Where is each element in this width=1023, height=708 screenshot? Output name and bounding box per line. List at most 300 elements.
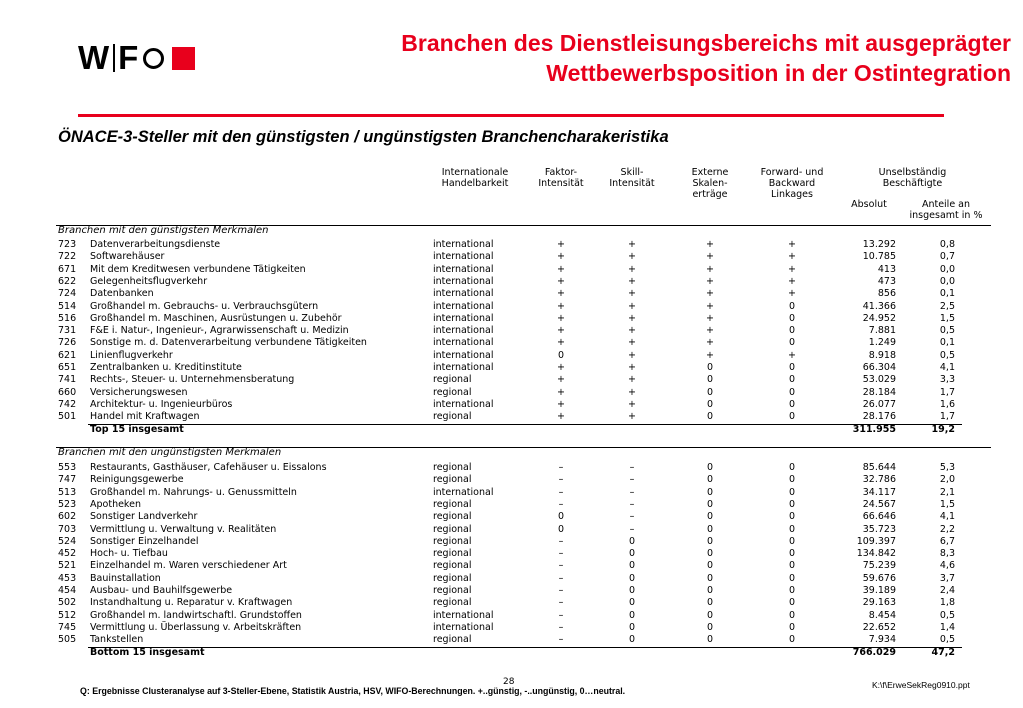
cell-ant: 8,3 (939, 548, 955, 560)
title-line-2: Wettbewerbsposition in der Ostintegration (546, 60, 1011, 86)
cell-s: + (628, 325, 636, 337)
cell-e: 0 (706, 486, 714, 498)
cell-ant: 0,1 (939, 288, 955, 300)
logo-letter-w: W (78, 39, 111, 76)
cell-name: Zentralbanken u. Kreditinstitute (90, 362, 242, 373)
table-row (0, 511, 1023, 523)
cell-f: + (557, 275, 565, 287)
cell-code: 516 (58, 312, 77, 324)
cell-name: Sonstiger Einzelhandel (90, 535, 199, 547)
cell-s: 0 (628, 572, 636, 584)
cell-intl: regional (433, 585, 472, 596)
total-row (0, 647, 1023, 659)
cell-intl: international (433, 239, 494, 250)
page-number: 28 (503, 677, 515, 687)
cell-s: – (629, 486, 635, 498)
cell-intl: international (433, 486, 494, 498)
cell-name: Mit dem Kreditwesen verbundene Tätigkeiten (90, 263, 306, 275)
cell-intl: international (433, 362, 494, 373)
cell-e: + (706, 275, 714, 287)
table-row (0, 610, 1023, 622)
cell-e: 0 (706, 621, 714, 633)
cell-abs: 7.934 (868, 634, 896, 646)
cell-abs: 22.652 (862, 621, 896, 633)
total-abs: 766.029 (852, 646, 896, 658)
cell-f: – (558, 535, 564, 547)
cell-intl: international (433, 312, 494, 324)
cell-intl: international (433, 398, 494, 410)
cell-s: + (628, 263, 636, 275)
header-anteile: Anteile an insgesamt in % (909, 199, 983, 221)
cell-e: 0 (706, 523, 714, 535)
cell-l: 0 (788, 300, 796, 312)
table-row (0, 597, 1023, 609)
logo-circle-icon (143, 48, 164, 69)
cell-f: – (558, 634, 564, 646)
cell-ant: 1,4 (939, 621, 955, 633)
cell-code: 671 (58, 263, 77, 275)
cell-ant: 0,8 (939, 239, 955, 250)
cell-abs: 24.567 (862, 498, 896, 510)
cell-name: Gelegenheitsflugverkehr (90, 275, 208, 287)
cell-intl: international (433, 609, 494, 621)
wifo-logo (78, 40, 195, 76)
cell-l: 0 (788, 585, 796, 596)
cell-intl: regional (433, 548, 472, 560)
section-top-label: Branchen mit den günstigsten Merkmalen (58, 225, 269, 236)
total-ant: 47,2 (931, 646, 955, 658)
cell-intl: regional (433, 411, 472, 423)
cell-e: 0 (706, 398, 714, 410)
cell-intl: international (433, 251, 494, 263)
cell-f: + (557, 398, 565, 410)
cell-f: – (558, 474, 564, 486)
cell-code: 512 (58, 609, 77, 621)
cell-e: + (706, 288, 714, 300)
cell-l: + (788, 349, 796, 361)
header-absolut: Absolut (851, 199, 887, 210)
cell-intl: international (433, 263, 494, 275)
cell-intl: regional (433, 634, 472, 646)
cell-name: Vermittlung u. Verwaltung v. Realitäten (90, 523, 277, 535)
cell-code: 521 (58, 560, 77, 572)
table-row (0, 548, 1023, 560)
cell-f: – (558, 498, 564, 510)
cell-code: 621 (58, 349, 77, 361)
logo-letter-f: F (118, 39, 140, 76)
cell-ant: 3,3 (939, 374, 955, 386)
cell-code: 726 (58, 337, 77, 349)
cell-code: 731 (58, 325, 77, 337)
cell-code: 454 (58, 585, 77, 596)
cell-name: Großhandel m. Nahrungs- u. Genussmitteln (90, 486, 297, 498)
cell-code: 723 (58, 239, 77, 250)
total-abs: 311.955 (852, 423, 896, 435)
cell-name: Reinigungsgewerbe (90, 474, 184, 486)
cell-l: 0 (788, 634, 796, 646)
table-row (0, 474, 1023, 486)
cell-l: + (788, 275, 796, 287)
cell-f: – (558, 609, 564, 621)
cell-l: 0 (788, 362, 796, 373)
cell-ant: 2,4 (939, 585, 955, 596)
cell-s: 0 (628, 535, 636, 547)
table-row (0, 264, 1023, 276)
cell-e: + (706, 337, 714, 349)
cell-name: Datenbanken (90, 288, 154, 300)
source-footnote: Q: Ergebnisse Clusteranalyse auf 3-Steller-Ebene, Statistik Austria, HSV, WIFO-Berechnungen. +..günstig, -..ungünstig, 0…neutral. (80, 686, 626, 696)
cell-f: + (557, 263, 565, 275)
cell-l: 0 (788, 572, 796, 584)
cell-abs: 32.786 (862, 474, 896, 486)
cell-ant: 1,7 (939, 386, 955, 398)
cell-name: Vermittlung u. Überlassung v. Arbeitskräften (90, 621, 302, 633)
cell-e: 0 (706, 374, 714, 386)
cell-code: 513 (58, 486, 77, 498)
table-row (0, 387, 1023, 399)
total-ant: 19,2 (931, 423, 955, 435)
cell-l: 0 (788, 621, 796, 633)
cell-abs: 473 (877, 275, 896, 287)
cell-name: Instandhaltung u. Reparatur v. Kraftwagen (90, 597, 293, 609)
cell-l: + (788, 239, 796, 250)
cell-s: – (629, 498, 635, 510)
table-row (0, 524, 1023, 536)
cell-e: 0 (706, 634, 714, 646)
table-row (0, 301, 1023, 313)
cell-l: 0 (788, 609, 796, 621)
cell-e: 0 (706, 462, 714, 473)
cell-code: 453 (58, 572, 77, 584)
cell-l: 0 (788, 337, 796, 349)
cell-s: 0 (628, 621, 636, 633)
cell-l: 0 (788, 511, 796, 523)
cell-e: 0 (706, 572, 714, 584)
cell-ant: 0,5 (939, 634, 955, 646)
cell-abs: 413 (877, 263, 896, 275)
cell-name: Großhandel m. Gebrauchs- u. Verbrauchsgütern (90, 300, 319, 312)
cell-e: 0 (706, 511, 714, 523)
cell-ant: 4,1 (939, 511, 955, 523)
cell-code: 742 (58, 398, 77, 410)
cell-intl: regional (433, 535, 472, 547)
table-row (0, 337, 1023, 349)
cell-abs: 85.644 (862, 462, 896, 473)
cell-name: Großhandel m. Maschinen, Ausrüstungen u. Zubehör (90, 312, 342, 324)
cell-name: Sonstiger Landverkehr (90, 511, 198, 523)
cell-l: 0 (788, 312, 796, 324)
cell-ant: 0,7 (939, 251, 955, 263)
cell-s: 0 (628, 560, 636, 572)
cell-abs: 29.163 (862, 597, 896, 609)
cell-code: 524 (58, 535, 77, 547)
cell-code: 651 (58, 362, 77, 373)
cell-code: 523 (58, 498, 77, 510)
table-row (0, 374, 1023, 386)
cell-code: 502 (58, 597, 77, 609)
cell-e: + (706, 325, 714, 337)
cell-abs: 59.676 (862, 572, 896, 584)
cell-l: + (788, 263, 796, 275)
cell-name: Ausbau- und Bauhilfsgewerbe (90, 585, 233, 596)
cell-l: 0 (788, 325, 796, 337)
cell-name: Apotheken (90, 498, 141, 510)
cell-e: + (706, 263, 714, 275)
cell-ant: 0,0 (939, 263, 955, 275)
cell-name: Bauinstallation (90, 572, 161, 584)
cell-e: 0 (706, 362, 714, 373)
total-label: Top 15 insgesamt (90, 423, 184, 435)
cell-ant: 0,5 (939, 349, 955, 361)
cell-e: + (706, 251, 714, 263)
cell-ant: 5,3 (939, 462, 955, 473)
cell-f: + (557, 325, 565, 337)
cell-ant: 2,0 (939, 474, 955, 486)
cell-abs: 66.304 (862, 362, 896, 373)
cell-code: 747 (58, 474, 77, 486)
table-row (0, 560, 1023, 572)
table-row (0, 462, 1023, 474)
slide-title (251, 28, 1011, 88)
header-linkages: Forward- und Backward Linkages (760, 167, 824, 200)
cell-e: 0 (706, 386, 714, 398)
cell-f: + (557, 300, 565, 312)
cell-name: Einzelhandel m. Waren verschiedener Art (90, 560, 287, 572)
header-unselbstaendig: Unselbständig Beschäftigte (878, 167, 947, 189)
cell-abs: 8.454 (868, 609, 896, 621)
cell-intl: regional (433, 474, 472, 486)
cell-s: 0 (628, 597, 636, 609)
cell-e: 0 (706, 498, 714, 510)
cell-code: 722 (58, 251, 77, 263)
cell-abs: 53.029 (862, 374, 896, 386)
cell-l: 0 (788, 597, 796, 609)
cell-l: 0 (788, 474, 796, 486)
cell-intl: regional (433, 386, 472, 398)
cell-f: – (558, 585, 564, 596)
cell-ant: 2,5 (939, 300, 955, 312)
cell-f: + (557, 239, 565, 250)
cell-abs: 28.176 (862, 411, 896, 423)
cell-s: – (629, 523, 635, 535)
cell-code: 745 (58, 621, 77, 633)
cell-s: + (628, 300, 636, 312)
cell-e: 0 (706, 411, 714, 423)
cell-code: 622 (58, 275, 77, 287)
cell-s: 0 (628, 548, 636, 560)
cell-e: + (706, 312, 714, 324)
cell-e: 0 (706, 560, 714, 572)
cell-abs: 28.184 (862, 386, 896, 398)
cell-abs: 109.397 (856, 535, 896, 547)
cell-f: – (558, 597, 564, 609)
table-row (0, 325, 1023, 337)
cell-l: 0 (788, 548, 796, 560)
total-label: Bottom 15 insgesamt (90, 646, 205, 658)
cell-s: 0 (628, 634, 636, 646)
cell-name: Restaurants, Gasthäuser, Cafehäuser u. Eissalons (90, 462, 327, 473)
cell-ant: 0,1 (939, 337, 955, 349)
cell-abs: 34.117 (862, 486, 896, 498)
cell-intl: regional (433, 597, 472, 609)
header-faktor: Faktor- Intensität (538, 167, 584, 189)
cell-abs: 13.292 (862, 239, 896, 250)
cell-code: 514 (58, 300, 77, 312)
table-row (0, 399, 1023, 411)
cell-ant: 0,5 (939, 325, 955, 337)
cell-ant: 2,2 (939, 523, 955, 535)
cell-intl: regional (433, 523, 472, 535)
cell-f: – (558, 548, 564, 560)
cell-l: 0 (788, 374, 796, 386)
cell-abs: 35.723 (862, 523, 896, 535)
table-row (0, 362, 1023, 374)
cell-s: + (628, 374, 636, 386)
table-row (0, 251, 1023, 263)
cell-s: + (628, 398, 636, 410)
cell-code: 741 (58, 374, 77, 386)
cell-f: – (558, 572, 564, 584)
table-row (0, 573, 1023, 585)
title-line-1: Branchen des Dienstleisungsbereichs mit ausgeprägter (401, 30, 1011, 56)
cell-code: 553 (58, 462, 77, 473)
cell-s: + (628, 251, 636, 263)
table-row (0, 276, 1023, 288)
cell-ant: 4,6 (939, 560, 955, 572)
cell-name: Architektur- u. Ingenieurbüros (90, 398, 233, 410)
cell-intl: regional (433, 560, 472, 572)
cell-s: + (628, 337, 636, 349)
logo-square-icon (172, 47, 195, 70)
cell-abs: 39.189 (862, 585, 896, 596)
cell-e: 0 (706, 548, 714, 560)
table-row (0, 350, 1023, 362)
table-row (0, 487, 1023, 499)
cell-ant: 1,7 (939, 411, 955, 423)
cell-f: – (558, 462, 564, 473)
cell-intl: regional (433, 374, 472, 386)
cell-s: + (628, 288, 636, 300)
cell-code: 660 (58, 386, 77, 398)
cell-f: + (557, 337, 565, 349)
cell-f: + (557, 251, 565, 263)
cell-ant: 1,5 (939, 312, 955, 324)
cell-s: + (628, 239, 636, 250)
cell-l: 0 (788, 535, 796, 547)
cell-intl: regional (433, 572, 472, 584)
cell-l: 0 (788, 398, 796, 410)
cell-intl: international (433, 300, 494, 312)
table-row (0, 411, 1023, 423)
table-row (0, 239, 1023, 251)
title-rule (78, 114, 944, 117)
cell-abs: 856 (877, 288, 896, 300)
cell-f: + (557, 374, 565, 386)
table-row (0, 536, 1023, 548)
cell-code: 602 (58, 511, 77, 523)
cell-ant: 0,5 (939, 609, 955, 621)
cell-code: 505 (58, 634, 77, 646)
cell-abs: 66.646 (862, 511, 896, 523)
cell-e: + (706, 349, 714, 361)
cell-abs: 8.918 (868, 349, 896, 361)
cell-f: – (558, 621, 564, 633)
header-skill: Skill- Intensität (609, 167, 655, 189)
cell-name: Linienflugverkehr (90, 349, 173, 361)
cell-code: 724 (58, 288, 77, 300)
cell-f: + (557, 411, 565, 423)
cell-name: Versicherungswesen (90, 386, 188, 398)
cell-ant: 3,7 (939, 572, 955, 584)
cell-s: – (629, 474, 635, 486)
cell-ant: 2,1 (939, 486, 955, 498)
cell-ant: 1,5 (939, 498, 955, 510)
cell-name: Datenverarbeitungsdienste (90, 239, 221, 250)
cell-ant: 0,0 (939, 275, 955, 287)
cell-s: + (628, 386, 636, 398)
table-row (0, 585, 1023, 597)
cell-code: 452 (58, 548, 77, 560)
cell-l: 0 (788, 523, 796, 535)
cell-abs: 1.249 (868, 337, 896, 349)
cell-s: – (629, 462, 635, 473)
cell-code: 501 (58, 411, 77, 423)
header-externe: Externe Skalen- erträge (691, 167, 729, 200)
cell-e: 0 (706, 609, 714, 621)
cell-l: 0 (788, 560, 796, 572)
cell-e: 0 (706, 597, 714, 609)
cell-f: – (558, 560, 564, 572)
table-row (0, 313, 1023, 325)
cell-ant: 6,7 (939, 535, 955, 547)
cell-s: – (629, 511, 635, 523)
cell-l: 0 (788, 486, 796, 498)
cell-f: – (558, 486, 564, 498)
slide-subtitle: ÖNACE-3-Steller mit den günstigsten / ungünstigsten Branchencharakeristika (58, 128, 669, 146)
cell-abs: 10.785 (862, 251, 896, 263)
cell-f: + (557, 312, 565, 324)
cell-name: F&E i. Natur-, Ingenieur-, Agrarwissenschaft u. Medizin (90, 325, 349, 337)
cell-e: 0 (706, 585, 714, 596)
cell-name: Tankstellen (90, 634, 144, 646)
cell-abs: 24.952 (862, 312, 896, 324)
cell-l: + (788, 288, 796, 300)
cell-f: 0 (557, 511, 565, 523)
cell-ant: 1,6 (939, 398, 955, 410)
cell-abs: 134.842 (856, 548, 896, 560)
cell-name: Großhandel m. landwirtschaftl. Grundstoffen (90, 609, 302, 621)
cell-abs: 7.881 (868, 325, 896, 337)
cell-intl: regional (433, 511, 472, 523)
cell-s: + (628, 312, 636, 324)
cell-l: 0 (788, 411, 796, 423)
cell-e: 0 (706, 474, 714, 486)
cell-e: + (706, 300, 714, 312)
total-row (0, 424, 1023, 436)
cell-intl: international (433, 325, 494, 337)
cell-s: + (628, 411, 636, 423)
cell-f: 0 (557, 523, 565, 535)
cell-intl: regional (433, 462, 472, 473)
cell-name: Handel mit Kraftwagen (90, 411, 200, 423)
cell-l: 0 (788, 386, 796, 398)
cell-f: + (557, 362, 565, 373)
cell-e: 0 (706, 535, 714, 547)
cell-abs: 26.077 (862, 398, 896, 410)
cell-s: 0 (628, 585, 636, 596)
cell-e: + (706, 239, 714, 250)
cell-code: 703 (58, 523, 77, 535)
